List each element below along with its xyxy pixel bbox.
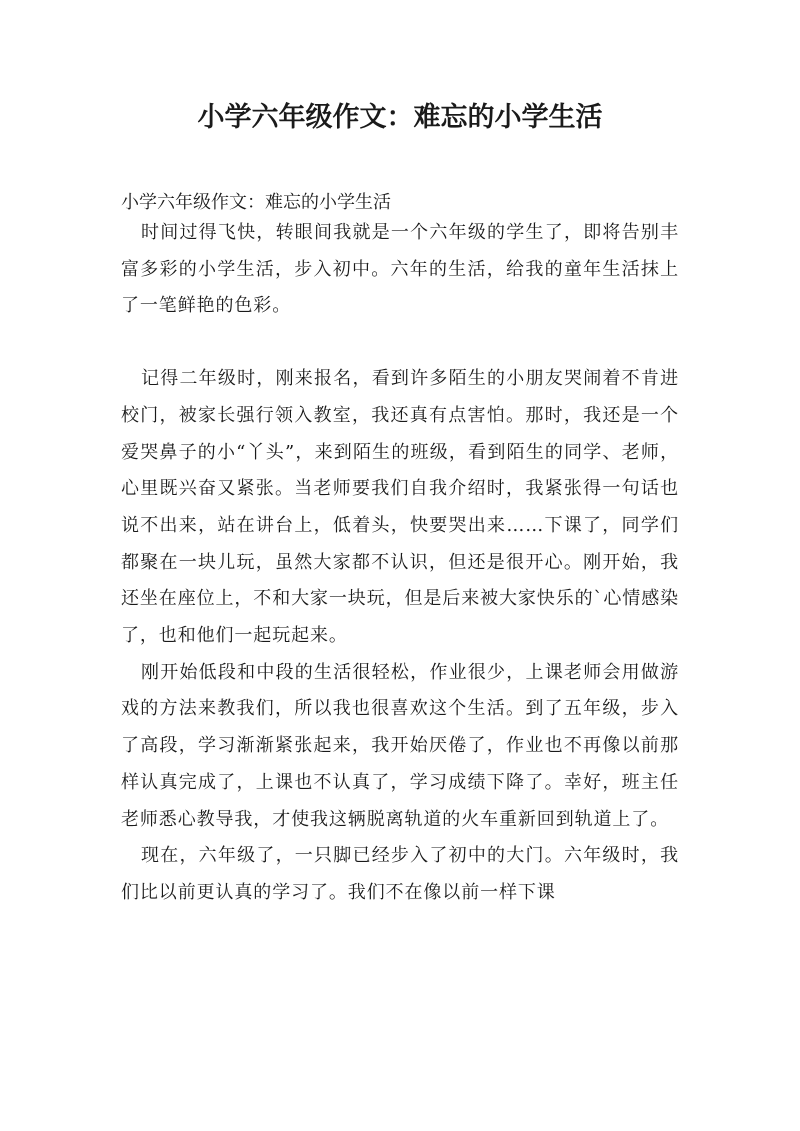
document-body [121,186,679,912]
document-title: 小学六年级作文：难忘的小学生活 [197,102,603,133]
paragraph-spacer [121,325,679,361]
paragraph-2: 记得二年级时，刚来报名，看到许多陌生的小朋友哭闹着不肯进校门，被家长强行领入教室，我还真有点害怕。那时，我还是一个爱哭鼻子的小“丫头”，来到陌生的班级，看到陌生的同学、老师，心里既兴奋又紧张。当老师要我们自我介绍时，我紧张得一句话也说不出来，站在讲台上，低着头，快要哭出来……下课了，同学们都聚在一块儿玩，虽然大家都不认识，但还是很开心。刚开始，我还坐在座位上，不和大家一块玩，但是后来被大家快乐的`心情感染了，也和他们一起玩起来。 [121,368,679,647]
paragraph-1: 时间过得飞快，转眼间我就是一个六年级的学生了，即将告别丰富多彩的小学生活，步入初中。六年的生活，给我的童年生活抹上了一笔鲜艳的色彩。 [121,222,679,317]
document-subtitle: 小学六年级作文：难忘的小学生活 [121,192,391,213]
paragraph-3: 刚开始低段和中段的生活很轻松，作业很少，上课老师会用做游戏的方法来教我们，所以我也很喜欢这个生活。到了五年级，步入了高段，学习渐渐紧张起来，我开始厌倦了，作业也不再像以前那样认真完成了，上课也不认真了，学习成绩下降了。幸好，班主任老师悉心教导我，才使我这辆脱离轨道的火车重新回到轨道上了。 [121,661,679,830]
paragraph-4: 现在，六年级了，一只脚已经步入了初中的大门。六年级时，我们比以前更认真的学习了。我们不在像以前一样下课 [121,845,679,903]
